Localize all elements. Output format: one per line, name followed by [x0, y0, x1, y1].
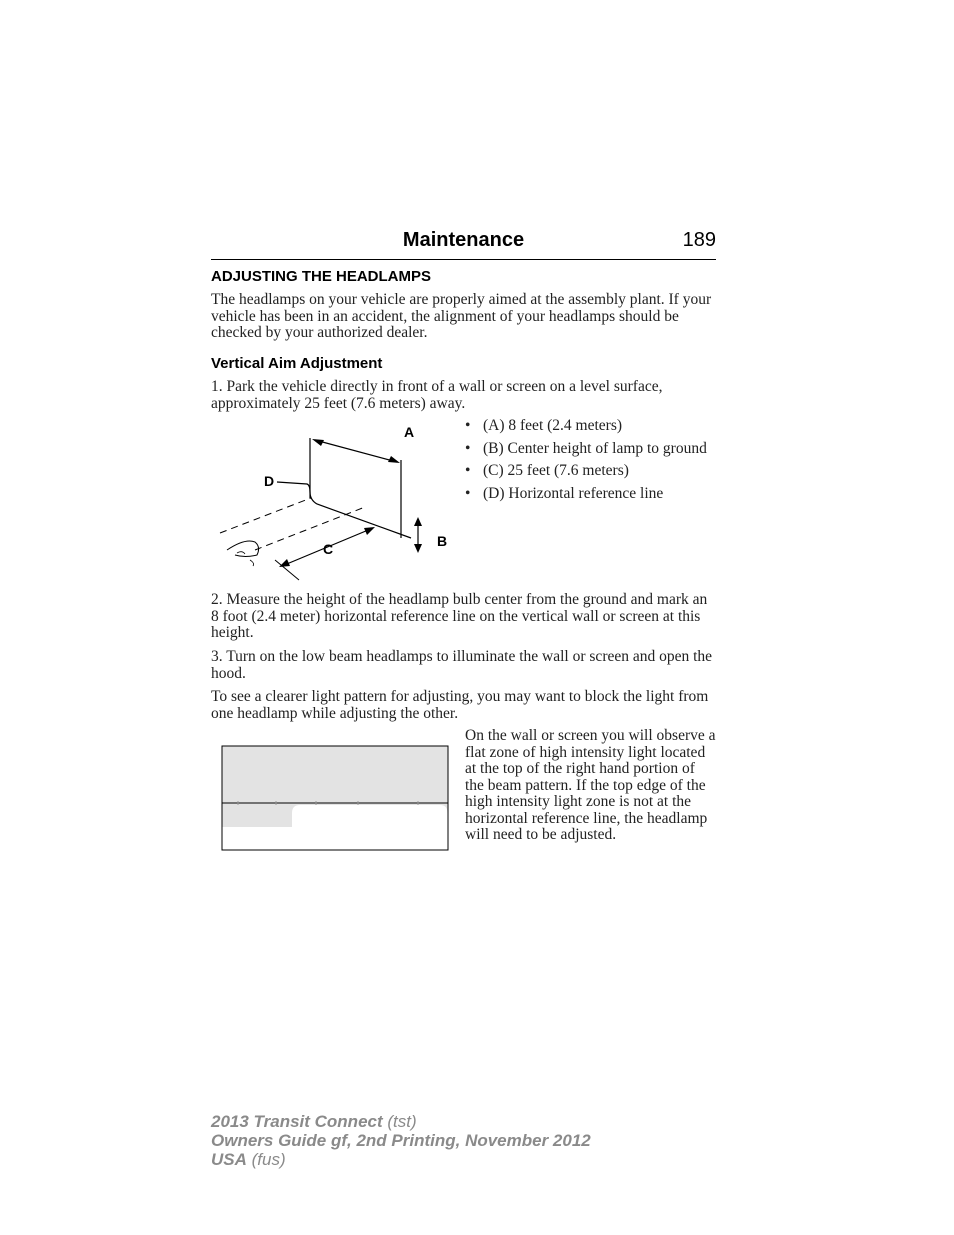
- list-item: • (C) 25 feet (7.6 meters): [465, 463, 715, 480]
- dimension-legend: [465, 418, 715, 508]
- headlamp-aim-diagram: [215, 420, 460, 585]
- page-number: 189: [682, 229, 716, 251]
- step-3-paragraph: 3. Turn on the low beam headlamps to illuminate the wall or screen and open the hood.: [211, 648, 713, 682]
- label-a: A: [404, 424, 415, 440]
- wheel-outline: [250, 560, 254, 566]
- footer-model-line: [211, 1112, 591, 1131]
- label-b: B: [437, 533, 448, 549]
- label-c: C: [323, 541, 334, 557]
- arrowhead-c-right: [364, 527, 375, 535]
- footer-guide: Owners Guide gf, 2nd Printing, November 2012: [211, 1131, 591, 1150]
- footer-model-code: (tst): [387, 1112, 417, 1131]
- arrowhead-a-left: [312, 439, 324, 446]
- arrowhead-c-left: [279, 559, 290, 567]
- upper-dim-zone: [223, 747, 448, 804]
- footer-model: 2013 Transit Connect: [211, 1112, 383, 1131]
- footer-guide-line: [211, 1131, 591, 1150]
- step-1-paragraph: 1. Park the vehicle directly in front of a wall or screen on a level surface, approximately 25 feet (7.6 meters) away.: [211, 378, 663, 412]
- section-title: Maintenance: [402, 229, 525, 251]
- subheading-vertical-aim: Vertical Aim Adjustment: [211, 355, 383, 372]
- vehicle-outline: [227, 541, 259, 557]
- footer-region: USA: [211, 1150, 247, 1169]
- beam-description-paragraph: On the wall or screen you will observe a flat zone of high intensity light located at the top of the right hand portion of the beam pattern. If the top edge of the high intensity light zone is not at the horizontal reference line, the headlamp will need to be adjusted.: [465, 727, 716, 843]
- label-d: D: [264, 473, 275, 489]
- step-2-paragraph: 2. Measure the height of the headlamp bulb center from the ground and mark an 8 foot (2.4 meter) horizontal reference line on the vertical wall or screen at this height.: [211, 591, 708, 641]
- arrowhead-b-bottom: [414, 544, 422, 553]
- headlamp-outline: [237, 552, 245, 554]
- beam-lower-dashed: [255, 507, 365, 550]
- list-item: • (A) 8 feet (2.4 meters): [465, 418, 715, 435]
- footer-region-line: [211, 1150, 591, 1169]
- arrowhead-a-right: [388, 456, 400, 463]
- beam-upper-dashed: [220, 498, 311, 533]
- intro-paragraph: The headlamps on your vehicle are properly aimed at the assembly plant. If your vehicle has been in an accident, the alignment of your headlamps should be checked by your authorized dealer.: [211, 291, 712, 341]
- page-header: [211, 229, 716, 260]
- page-footer: [211, 1112, 591, 1169]
- list-item: • (D) Horizontal reference line: [465, 486, 715, 503]
- heading-adjusting-headlamps: ADJUSTING THE HEADLAMPS: [211, 268, 432, 285]
- tip-paragraph: To see a clearer light pattern for adjusting, you may want to block the light from one headlamp while adjusting the other.: [211, 688, 709, 722]
- footer-region-code: (fus): [251, 1150, 286, 1169]
- arrowhead-b-top: [414, 517, 422, 526]
- list-item: • (B) Center height of lamp to ground: [465, 441, 715, 458]
- reference-line-d: [277, 482, 411, 538]
- beam-pattern-diagram: [220, 743, 452, 855]
- dimension-a-line: [315, 440, 397, 462]
